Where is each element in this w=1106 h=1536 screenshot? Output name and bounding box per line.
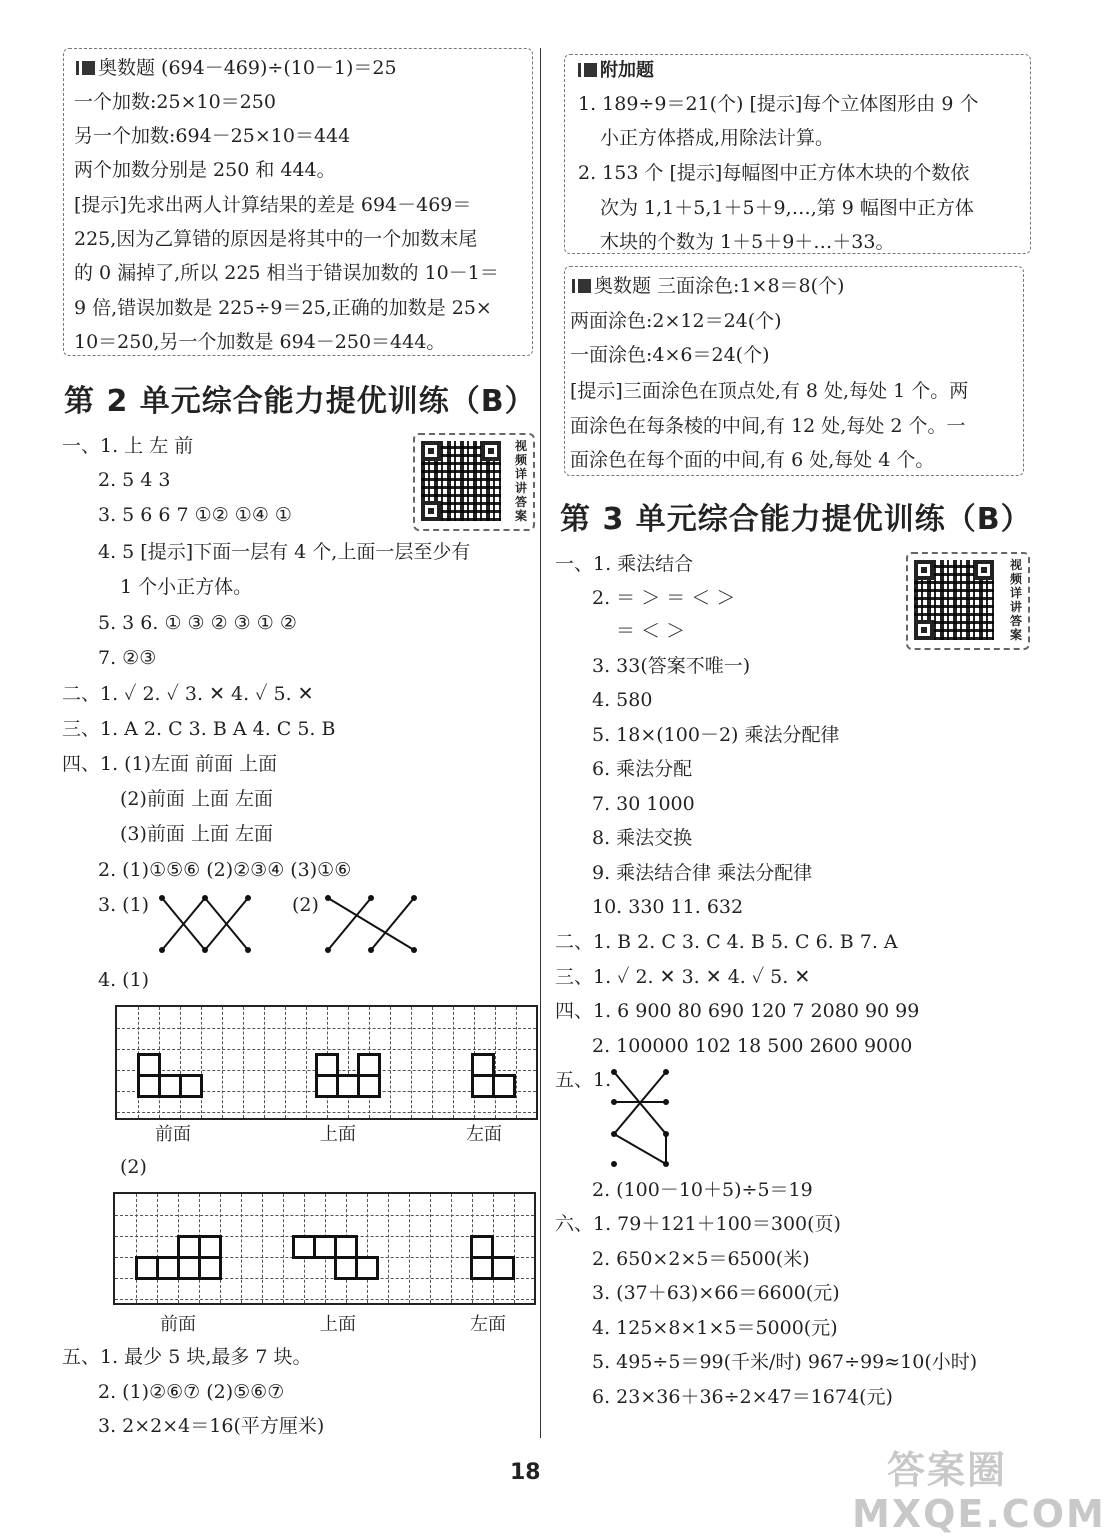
box-line: 的 0 漏掉了,所以 225 相当于错误加数的 10－1＝: [74, 262, 499, 284]
grid-vline: [241, 1194, 242, 1303]
grid-vline: [180, 1007, 181, 1118]
box-text: 奥数题 (694－469)÷(10－1)＝25: [98, 57, 397, 79]
grid-vline: [136, 1194, 137, 1303]
grid-hline: [115, 1299, 534, 1300]
column-divider: [540, 48, 541, 1438]
box-line: 2. 153 个 [提示]每幅图中正方体木块的个数依: [578, 162, 970, 184]
grid-vline: [348, 1007, 349, 1118]
grid-vline: [430, 1194, 431, 1303]
grid-vline: [451, 1194, 452, 1303]
grid-hline: [117, 1049, 536, 1050]
box-line: 面涂色在每个面的中间,有 6 处,每处 4 个。: [570, 449, 935, 471]
answer-line: 一、1. 乘法结合: [555, 553, 694, 575]
grid-hline: [115, 1215, 534, 1216]
box-tag: [578, 58, 654, 83]
answer-line: 6. 23×36＋36÷2×47＝1674(元): [592, 1386, 893, 1408]
answer-line: 3. (37＋63)×66＝6600(元): [592, 1282, 840, 1304]
unit-2-title: 第 2 单元综合能力提优训练（B）: [64, 384, 536, 419]
answer-line: (2): [120, 1156, 147, 1178]
qr-code[interactable]: [906, 552, 1030, 650]
answer-line: 3. (1): [98, 894, 150, 916]
page-number: 18: [510, 1460, 541, 1485]
box-line: 两面涂色:2×12＝24(个): [570, 310, 782, 332]
answer-line: 2. (100－10＋5)÷5＝19: [592, 1179, 813, 1201]
grid-vline: [262, 1194, 263, 1303]
answer-line: 9. 乘法结合律 乘法分配律: [592, 862, 813, 884]
grid-label: 上面: [320, 1314, 356, 1335]
grid-hline: [117, 1112, 536, 1113]
grid-vline: [411, 1007, 412, 1118]
answer-line: 五、1. 最少 5 块,最多 7 块。: [62, 1346, 312, 1368]
answer-line: 六、1. 79＋121＋100＝300(页): [555, 1213, 841, 1235]
box-line: [76, 56, 397, 80]
answer-line: 6. 乘法分配: [592, 758, 693, 780]
grid-label: 前面: [155, 1124, 191, 1145]
watermark-logo: [852, 1448, 1106, 1536]
box-line: 另一个加数:694－25×10＝444: [74, 125, 351, 147]
grid-label: 前面: [160, 1314, 196, 1335]
box-line: 两个加数分别是 250 和 444。: [74, 159, 336, 181]
grid-vline: [495, 1007, 496, 1118]
answer-line: 8. 乘法交换: [592, 827, 693, 849]
answer-line: 5. 18×(100－2) 乘法分配律: [592, 724, 840, 746]
answer-line: 二、1. B 2. C 3. C 4. B 5. C 6. B 7. A: [555, 931, 898, 953]
view-grid-1: [115, 1005, 538, 1120]
tag-icon: [76, 61, 95, 75]
box-line: 小正方体搭成,用除法计算。: [600, 127, 835, 149]
box-line: [提示]先求出两人计算结果的差是 694－469＝: [74, 194, 472, 216]
watermark-text: 答案圈 MXQE.COM: [852, 1448, 1106, 1536]
grid-hline: [117, 1028, 536, 1029]
answer-line: 五、1.: [555, 1069, 612, 1091]
answer-line: 四、1. (1)左面 前面 上面: [62, 753, 278, 775]
box-line: 10＝250,另一个加数是 694－250＝444。: [74, 331, 446, 353]
grid-vline: [367, 1194, 368, 1303]
answer-line: 3. 33(答案不唯一): [592, 655, 751, 677]
grid-label: 上面: [320, 1124, 356, 1145]
grid-vline: [432, 1007, 433, 1118]
grid-vline: [283, 1194, 284, 1303]
qr-caption: 视频详讲答案: [1009, 558, 1022, 642]
box-line: 一面涂色:4×6＝24(个): [570, 344, 770, 366]
extra-question-box: [564, 54, 1031, 254]
answer-line: 三、1. A 2. C 3. B A 4. C 5. B: [62, 718, 336, 740]
grid-vline: [285, 1007, 286, 1118]
grid-label: 左面: [470, 1314, 506, 1335]
answer-line: 2. 650×2×5＝6500(米): [592, 1248, 810, 1270]
answer-line: ＝ ＜ ＞: [616, 620, 686, 642]
grid-vline: [222, 1007, 223, 1118]
grid-label: 左面: [466, 1124, 502, 1145]
qr-caption: 视频详讲答案: [514, 439, 527, 523]
answer-line: 2. 5 4 3: [98, 469, 171, 491]
answer-line: 4. 580: [592, 689, 653, 711]
grid-vline: [201, 1007, 202, 1118]
answer-line: 4. 5 [提示]下面一层有 4 个,上面一层至少有: [98, 541, 471, 563]
answer-line: 3. 2×2×4＝16(平方厘米): [98, 1415, 325, 1437]
answer-line: 四、1. 6 900 80 690 120 7 2080 90 99: [555, 1000, 920, 1022]
grid-vline: [388, 1194, 389, 1303]
answer-line: 5. 3 6. ① ③ ② ③ ① ②: [98, 612, 297, 634]
tag-icon: [578, 63, 597, 77]
answer-line: (2)前面 上面 左面: [120, 788, 273, 810]
box-line: 次为 1,1＋5,1＋5＋9,…,第 9 幅图中正方体: [600, 197, 974, 219]
answer-line: (3)前面 上面 左面: [120, 823, 273, 845]
answer-line: (2): [292, 894, 319, 916]
matching-diagram-3: [600, 1064, 680, 1174]
answer-line: 7. 30 1000: [592, 793, 695, 815]
grid-vline: [157, 1194, 158, 1303]
grid-vline: [390, 1007, 391, 1118]
answer-line: 二、1. ✓ 2. ✓ 3. ✕ 4. ✓ 5. ✕: [62, 683, 314, 705]
answer-line: 2. (1)②⑥⑦ (2)⑤⑥⑦: [98, 1381, 285, 1403]
matching-diagram-2: [316, 890, 426, 960]
answer-line: 5. 495÷5＝99(千米/时) 967÷99≈10(小时): [592, 1351, 978, 1373]
box-tag-text: 附加题: [600, 60, 654, 81]
grid-vline: [409, 1194, 410, 1303]
answer-line: 2. ＝ ＞ ＝ ＜ ＞: [592, 587, 736, 609]
answer-line: 4. 125×8×1×5＝5000(元): [592, 1317, 838, 1339]
box-line: 1. 189÷9＝21(个) [提示]每个立体图形由 9 个: [578, 93, 979, 115]
grid-vline: [306, 1007, 307, 1118]
answer-line: 3. 5 6 6 7 ①② ①④ ①: [98, 504, 292, 526]
answer-line: 2. (1)①⑤⑥ (2)②③④ (3)①⑥: [98, 859, 352, 881]
grid-vline: [264, 1007, 265, 1118]
grid-vline: [453, 1007, 454, 1118]
unit-3-title: 第 3 单元综合能力提优训练（B）: [560, 502, 1032, 537]
answer-line: 4. (1): [98, 969, 150, 991]
answer-line: 10. 330 11. 632: [592, 896, 744, 918]
box-line: 9 倍,错误加数是 225÷9＝25,正确的加数是 25×: [74, 297, 492, 319]
box-line: 225,因为乙算错的原因是将其中的一个加数末尾: [74, 228, 478, 250]
box-line: 面涂色在每条棱的中间,有 12 处,每处 2 个。一: [570, 415, 966, 437]
answer-line: 一、1. 上 左 前: [62, 435, 194, 457]
matching-diagram-1: [150, 890, 260, 960]
box-line: [572, 274, 844, 298]
grid-vline: [243, 1007, 244, 1118]
box-line: 木块的个数为 1＋5＋9＋…＋33。: [600, 231, 895, 253]
grid-vline: [516, 1007, 517, 1118]
grid-vline: [514, 1194, 515, 1303]
qr-code[interactable]: [413, 433, 535, 531]
answer-line: 7. ②③: [98, 647, 157, 669]
box-line: 一个加数:25×10＝250: [74, 91, 276, 113]
answer-line: 2. 100000 102 18 500 2600 9000: [592, 1035, 913, 1057]
answer-line: 三、1. ✓ 2. ✕ 3. ✕ 4. ✓ 5. ✕: [555, 966, 811, 988]
tag-icon: [572, 279, 591, 293]
box-text: 奥数题 三面涂色:1×8＝8(个): [594, 275, 845, 297]
view-grid-2: [113, 1192, 536, 1305]
answer-line: 1 个小正方体。: [120, 576, 253, 598]
box-line: [提示]三面涂色在顶点处,有 8 处,每处 1 个。两: [570, 380, 969, 402]
